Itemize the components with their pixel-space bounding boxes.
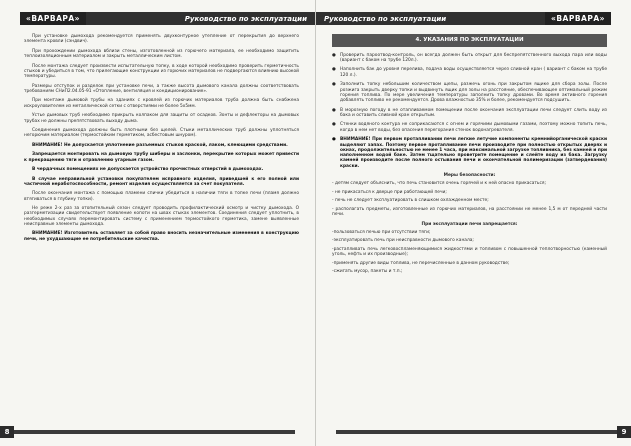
left-header-bar <box>20 12 315 25</box>
safety-item: - детям следует объяснить, что печь становится очень горячей и к ней опасно прикасаться; <box>332 181 546 187</box>
warning-bullet-paragraph <box>332 137 607 169</box>
bullet-text: Стенки водяного контура не соприкасаются с огнем и горячими дымовыми газами, поэтому можно топить печь, когда в нем нет воды, без опасения перегорания стенок водонагревателя. <box>340 122 607 133</box>
paragraph: При установке дымохода рекомендуется применять двухконтурное утепление от перекрытия до верхнего элемента кровли (сэндвич). <box>24 34 299 45</box>
bullet-icon: ● <box>332 107 336 113</box>
prohibited-item: -растапливать печь легковоспламеняющимися жидкостями и топливом с повышенной теплотворностью (каменный уголь, нефть и их производные); <box>332 246 607 258</box>
bullet-text: Наполнить бак до уровня перелива, подача воды осуществляется через сливной кран ( вариант с баком на трубе 120 л.). <box>340 67 607 78</box>
brand-logo: «ВАРВАРА» <box>545 12 611 25</box>
prohibited-item: -применять другие виды топлива, не перечисленные в данном руководстве; <box>332 260 510 266</box>
right-page-content <box>332 34 607 418</box>
paragraph: При прохождении дымохода вблизи стены, изготовленной из горючего материала, ее необходимо защитить теплоизоляционным материалом и закрыть металлическим листом. <box>24 48 299 60</box>
paragraph: После монтажа следует произвести испытательную топку, в ходе которой необходимо проверить герметичность стыков и убедиться в том, что прилегающие конструкции из горючих материалов не подвергаются влиянию высокой температуры. <box>24 63 299 80</box>
bullet-paragraph <box>332 53 607 64</box>
warning-paragraph: Запрещается монтировать на дымовую трубу шиберы и заслонки, перекрытие которых может привести к прекращению тяги и отравлению угарным газом. <box>24 152 299 163</box>
header-title: Руководство по эксплуатации <box>324 14 447 23</box>
header-title: Руководство по эксплуатации <box>184 14 307 23</box>
bullet-text: Проверить пароотвод-контроль, он всегда должен быть открыт для беспрепятственного выхода пара или воды (вариант с баком на трубе 120л.). <box>340 52 607 63</box>
bullet-icon: ● <box>332 122 336 128</box>
page-number: 9 <box>617 426 631 438</box>
safety-item: - располагать предметы, изготовленные из горючих материалов, на расстоянии не менее 1,5 м от передней части печи. <box>332 206 607 218</box>
warning-paragraph: В случае неправильной установки покупателем исправного изделия, приведшей к его полной или частичной неработоспособности, ремонт изделия осуществляется за счет покупателя. <box>24 176 299 187</box>
section-title: 4. УКАЗАНИЯ ПО ЭКСПЛУАТАЦИИ <box>332 34 607 47</box>
paragraph: После окончания монтажа с помощью пламени спички убедиться в наличии тяги в топке печи (пламя должно втягиваться в глубину топки). <box>24 191 299 202</box>
paragraph: При монтаже дымовой трубы на зданиях с кровлей из горючих материалов труба должна быть снабжена искроуловителем из металлической сетки с отверстиями не более 5х5мм. <box>24 98 299 109</box>
left-page-content <box>24 34 299 418</box>
safety-item: - не прикасаться к дверце при работающей печи; <box>332 189 447 195</box>
bullet-paragraph <box>332 67 607 78</box>
bullet-paragraph <box>332 122 607 133</box>
safety-title: Меры безопасности: <box>443 173 496 179</box>
footer-bar <box>336 430 617 434</box>
prohibited-item: -пользоваться печью при отсутствии тяги; <box>332 229 431 235</box>
bullet-text: ВНИМАНИЕ! При первом протапливании печи легкие летучие компоненты кремнийорганической краски выделяют запах. Поэтому первое протапливание печи производите при полностью открытых дверях и окнах, продолжительностью не менее 1 часа, при максимальной загрузке топливника, без камней и при наполненном водой баке. Затем тщательно проветрите помещение и слейте воду из бака. Загрузку камней производите после полного остывания печи и окончательной полимеризации (затвердевания) краски. <box>340 137 607 169</box>
paragraph: Не реже 2-х раз за отопительный сезон следует проводить профилактический осмотр и чистку дымохода. О разгерметизации свидетельствует появление копоти на швах стыках элементов. Соединения следует уплотнить, в необходимых случаях перемонтировать систему с применением термостойкого герметика, замене выявленные неисправные элементы дымохода. <box>24 206 299 227</box>
bullet-icon: ● <box>332 82 336 88</box>
prohibited-title: При эксплуатации печи запрещается: <box>421 221 518 227</box>
safety-item: - печь не следует эксплуатировать в слишком охлажденном месте; <box>332 198 489 204</box>
prohibited-item: -сжигать мусор, пакеты и т.п.; <box>332 269 403 275</box>
page-number: 8 <box>0 426 14 438</box>
bullet-icon: ● <box>332 137 336 143</box>
warning-paragraph: В чердачных помещениях не допускается устройство прочистных отверстий в дымоходах. <box>32 167 264 173</box>
right-header-bar <box>316 12 611 25</box>
bullet-text: Заполнить топку небольшим количеством щепы, разжечь огонь при закрытом ящике для сбора золы. После розжига закрыть дверку топки и выдвинуть ящик для золы на расстояние, обеспечивающее оптимальный режим горения топлива. По мере увеличения температуры заполнить топку дровами. Во время активного горения добавлять топливо не рекомендуется. Дрова влажностью 35% и более, рекомендуется подсушить. <box>340 82 607 104</box>
footer-bar <box>14 430 295 434</box>
right-page <box>316 0 631 446</box>
warning-paragraph: ВНИМАНИЕ! Изготовитель оставляет за собой право вносить незначительные изменения в конструкцию печи, не ухудшающие ее потребительские качества. <box>24 231 299 242</box>
bullet-paragraph <box>332 82 607 103</box>
bullet-paragraph <box>332 108 607 119</box>
warning-paragraph: ВНИМАНИЕ! Не допускается уплотнение разъемных стыков краской, лаком, клеющими средствами. <box>32 142 288 148</box>
bullet-text: В морозную погоду в не отапливаемом помещении после окончания эксплуатации печи следует слить воду из бака и оставить сливной кран открытым. <box>340 107 607 118</box>
paragraph: Размеры отступок и разделок при установке печи, а также высота дымового канала должны соответствовать требованиям СНиП2.04.05-91 «Отопление, вентиляция и кондиционирование». <box>24 83 299 94</box>
prohibited-item: -эксплуатировать печь при неисправности дымового канала; <box>332 238 474 244</box>
paragraph: Соединения дымохода должны быть плотными без щелей. Стыки металлических труб должны уплотняться негорючим материалом (термостойким герметиком, асбестовым шнуром). <box>24 127 299 139</box>
bullet-icon: ● <box>332 52 336 58</box>
paragraph: Устье дымовых труб необходимо прикрыть колпаком для защиты от осадков. Зонты и дефлекторы на дымовых трубах не должны препятствовать выходу дыма. <box>24 113 299 124</box>
bullet-icon: ● <box>332 67 336 73</box>
brand-logo: «ВАРВАРА» <box>20 12 86 25</box>
